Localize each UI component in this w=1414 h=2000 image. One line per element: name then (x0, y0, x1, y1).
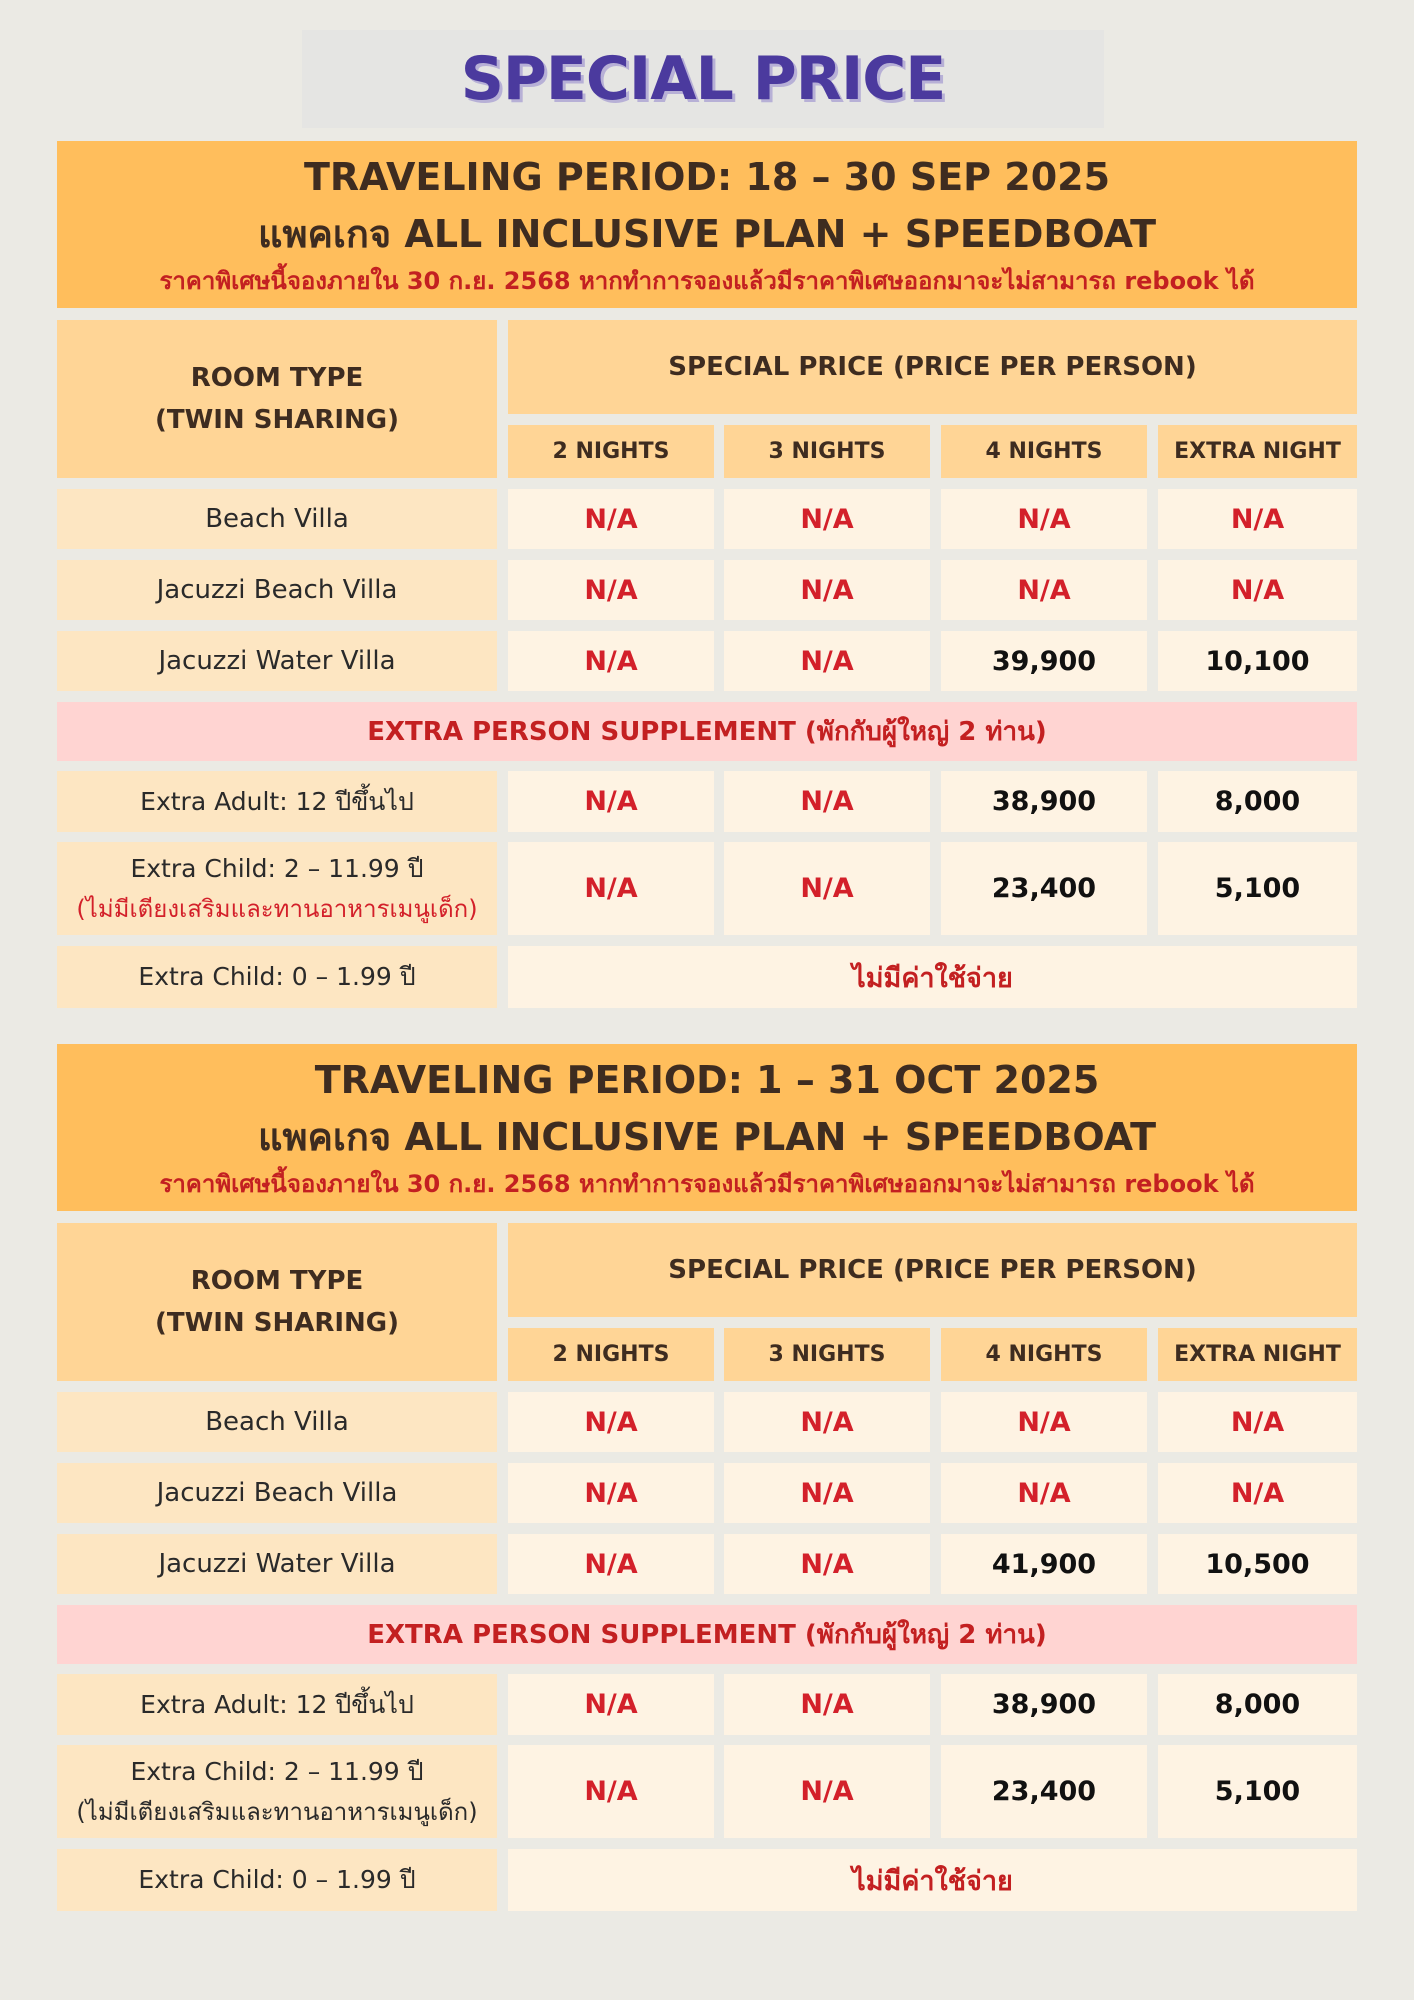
package-name: แพคเกจ ALL INCLUSIVE PLAN + SPEEDBOAT (257, 1115, 1157, 1159)
extra-adult-price-cell (941, 1674, 1147, 1735)
extra-adult-price-cell (508, 1674, 714, 1735)
room-price-cell (941, 1534, 1147, 1594)
extra-child-price-cell (724, 842, 930, 935)
room-price-cell (1158, 631, 1357, 691)
infant-free-cell (508, 946, 1357, 1008)
price-value: N/A (1230, 1477, 1285, 1509)
room-type-header (57, 1223, 497, 1381)
price-value: 10,100 (1205, 645, 1310, 677)
room-name-cell (57, 1534, 497, 1594)
room-type-label: ROOM TYPE (190, 363, 364, 393)
price-value: 38,900 (991, 786, 1097, 817)
extra-adult-price-cell (1158, 1674, 1357, 1735)
room-price-cell (941, 1392, 1147, 1452)
room-name-cell (57, 1463, 497, 1523)
room-name: Jacuzzi Water Villa (158, 1549, 396, 1579)
room-price-cell (508, 560, 714, 620)
price-value: 5,100 (1214, 1776, 1301, 1807)
extra-adult-label: Extra Adult: 12 ปีขึ้นไป (140, 786, 414, 816)
extra-adult-price-cell (724, 1674, 930, 1735)
price-value: N/A (584, 574, 638, 606)
price-value: N/A (800, 574, 854, 606)
price-value: N/A (1230, 1406, 1285, 1438)
nights-column-header (508, 425, 714, 478)
price-value: N/A (800, 645, 854, 677)
extra-child-price-cell (1158, 842, 1357, 935)
price-value: N/A (800, 1406, 854, 1438)
room-name-cell (57, 560, 497, 620)
price-value: N/A (584, 1406, 638, 1438)
extra-adult-price-cell (508, 771, 714, 832)
extra-child-label: Extra Child: 2 – 11.99 ปี (130, 1757, 424, 1786)
package-name: แพคเกจ ALL INCLUSIVE PLAN + SPEEDBOAT (257, 212, 1157, 256)
price-value: N/A (584, 1776, 638, 1807)
nights-column-header (941, 1328, 1147, 1381)
nights-label: 4 NIGHTS (985, 1342, 1103, 1367)
extra-child-price-cell (724, 1745, 930, 1838)
room-price-cell (724, 631, 930, 691)
infant-free-text: ไม่มีค่าใช้จ่าย (852, 1865, 1013, 1897)
extra-child-condition: (ไม่มีเตียงเสริมและทานอาหารเมนูเด็ก) (76, 895, 478, 923)
nights-column-header (1158, 425, 1357, 478)
price-value: 39,900 (991, 645, 1097, 677)
infant-label: Extra Child: 0 – 1.99 ปี (138, 1865, 416, 1894)
extra-adult-price-cell (724, 771, 930, 832)
nights-label: EXTRA NIGHT (1174, 439, 1341, 464)
extra-adult-label-cell (57, 771, 497, 832)
nights-column-header (724, 1328, 930, 1381)
price-value: 10,500 (1205, 1548, 1310, 1580)
price-value: N/A (800, 1548, 854, 1580)
nights-column-header (941, 425, 1147, 478)
extra-person-supplement-header (57, 702, 1357, 761)
price-value: N/A (1017, 574, 1071, 606)
price-value: N/A (1017, 1406, 1071, 1438)
extra-person-supplement-header (57, 1605, 1357, 1664)
room-name: Jacuzzi Beach Villa (156, 1478, 398, 1508)
price-value: N/A (584, 873, 638, 904)
room-name: Jacuzzi Beach Villa (156, 575, 398, 605)
room-price-cell (508, 631, 714, 691)
traveling-period: TRAVELING PERIOD: 18 – 30 SEP 2025 (303, 155, 1111, 199)
price-value: N/A (584, 786, 638, 817)
price-value: 8,000 (1214, 1689, 1301, 1720)
price-value: N/A (584, 1477, 638, 1509)
extra-child-price-cell (941, 1745, 1147, 1838)
price-value: N/A (584, 1689, 638, 1720)
twin-sharing-label: (TWIN SHARING) (154, 1308, 400, 1338)
price-value: N/A (800, 1689, 854, 1720)
room-price-cell (1158, 489, 1357, 549)
room-price-cell (724, 489, 930, 549)
extra-child-price-cell (508, 842, 714, 935)
room-price-cell (1158, 560, 1357, 620)
price-value: 23,400 (991, 873, 1097, 904)
room-price-cell (508, 489, 714, 549)
nights-column-header (1158, 1328, 1357, 1381)
infant-free-text: ไม่มีค่าใช้จ่าย (852, 962, 1013, 994)
room-price-cell (724, 1463, 930, 1523)
price-value: N/A (800, 1776, 854, 1807)
room-price-cell (1158, 1534, 1357, 1594)
extra-child-price-cell (1158, 1745, 1357, 1838)
price-value: N/A (1230, 574, 1285, 606)
price-value: 41,900 (991, 1548, 1097, 1580)
section-header (57, 1044, 1357, 1211)
booking-note: ราคาพิเศษนี้จองภายใน 30 ก.ย. 2568 หากทำการจองแล้วมีราคาพิเศษออกมาจะไม่สามารถ rebook ได้ (159, 267, 1255, 295)
extra-adult-price-cell (1158, 771, 1357, 832)
extra-child-label-cell (57, 1745, 497, 1838)
room-name-cell (57, 1392, 497, 1452)
extra-adult-label: Extra Adult: 12 ปีขึ้นไป (140, 1689, 414, 1719)
extra-adult-price-cell (941, 771, 1147, 832)
price-value: 5,100 (1214, 873, 1301, 904)
extra-child-condition: (ไม่มีเตียงเสริมและทานอาหารเมนูเด็ก) (76, 1798, 478, 1826)
nights-column-header (724, 425, 930, 478)
infant-label-cell (57, 946, 497, 1008)
section-header (57, 141, 1357, 308)
room-price-cell (941, 560, 1147, 620)
price-value: 38,900 (991, 1689, 1097, 1720)
traveling-period: TRAVELING PERIOD: 1 – 31 OCT 2025 (314, 1058, 1100, 1102)
room-name: Beach Villa (205, 1407, 349, 1437)
room-price-cell (724, 560, 930, 620)
infant-label-cell (57, 1849, 497, 1911)
special-price-header (508, 1223, 1357, 1317)
room-price-cell (508, 1392, 714, 1452)
extra-adult-label-cell (57, 1674, 497, 1735)
twin-sharing-label: (TWIN SHARING) (154, 405, 400, 435)
special-price-label: SPECIAL PRICE (PRICE PER PERSON) (668, 1255, 1197, 1285)
price-value: N/A (584, 645, 638, 677)
infant-label: Extra Child: 0 – 1.99 ปี (138, 962, 416, 991)
page-title: SPECIAL PRICE (460, 44, 946, 114)
price-value: 8,000 (1214, 786, 1301, 817)
pricing-section (57, 1044, 1357, 1914)
room-type-header (57, 320, 497, 478)
supplement-title: EXTRA PERSON SUPPLEMENT (พักกับผู้ใหญ่ 2 ท่าน) (367, 717, 1047, 747)
extra-child-label-cell (57, 842, 497, 935)
price-value: N/A (1230, 503, 1285, 535)
nights-label: 3 NIGHTS (768, 1342, 886, 1367)
price-value: 23,400 (991, 1776, 1097, 1807)
room-price-cell (724, 1534, 930, 1594)
room-price-cell (724, 1392, 930, 1452)
price-value: N/A (1017, 1477, 1071, 1509)
nights-label: EXTRA NIGHT (1174, 1342, 1341, 1367)
extra-child-price-cell (508, 1745, 714, 1838)
supplement-title: EXTRA PERSON SUPPLEMENT (พักกับผู้ใหญ่ 2 ท่าน) (367, 1620, 1047, 1650)
price-value: N/A (800, 503, 854, 535)
infant-free-cell (508, 1849, 1357, 1911)
pricing-section (57, 141, 1357, 1011)
special-price-label: SPECIAL PRICE (PRICE PER PERSON) (668, 352, 1197, 382)
room-price-cell (941, 1463, 1147, 1523)
booking-note: ราคาพิเศษนี้จองภายใน 30 ก.ย. 2568 หากทำการจองแล้วมีราคาพิเศษออกมาจะไม่สามารถ rebook ได้ (159, 1170, 1255, 1198)
price-value: N/A (1017, 503, 1071, 535)
room-price-cell (1158, 1463, 1357, 1523)
extra-child-label: Extra Child: 2 – 11.99 ปี (130, 854, 424, 883)
room-price-cell (508, 1534, 714, 1594)
room-name-cell (57, 631, 497, 691)
page-title-box (302, 30, 1104, 128)
room-name-cell (57, 489, 497, 549)
price-value: N/A (584, 1548, 638, 1580)
nights-label: 4 NIGHTS (985, 439, 1103, 464)
nights-column-header (508, 1328, 714, 1381)
room-price-cell (508, 1463, 714, 1523)
price-value: N/A (800, 873, 854, 904)
price-value: N/A (800, 1477, 854, 1509)
room-type-label: ROOM TYPE (190, 1266, 364, 1296)
nights-label: 2 NIGHTS (552, 1342, 670, 1367)
price-value: N/A (800, 786, 854, 817)
room-name: Jacuzzi Water Villa (158, 646, 396, 676)
room-price-cell (941, 489, 1147, 549)
nights-label: 3 NIGHTS (768, 439, 886, 464)
extra-child-price-cell (941, 842, 1147, 935)
nights-label: 2 NIGHTS (552, 439, 670, 464)
room-price-cell (1158, 1392, 1357, 1452)
price-value: N/A (584, 503, 638, 535)
room-name: Beach Villa (205, 504, 349, 534)
special-price-header (508, 320, 1357, 414)
room-price-cell (941, 631, 1147, 691)
